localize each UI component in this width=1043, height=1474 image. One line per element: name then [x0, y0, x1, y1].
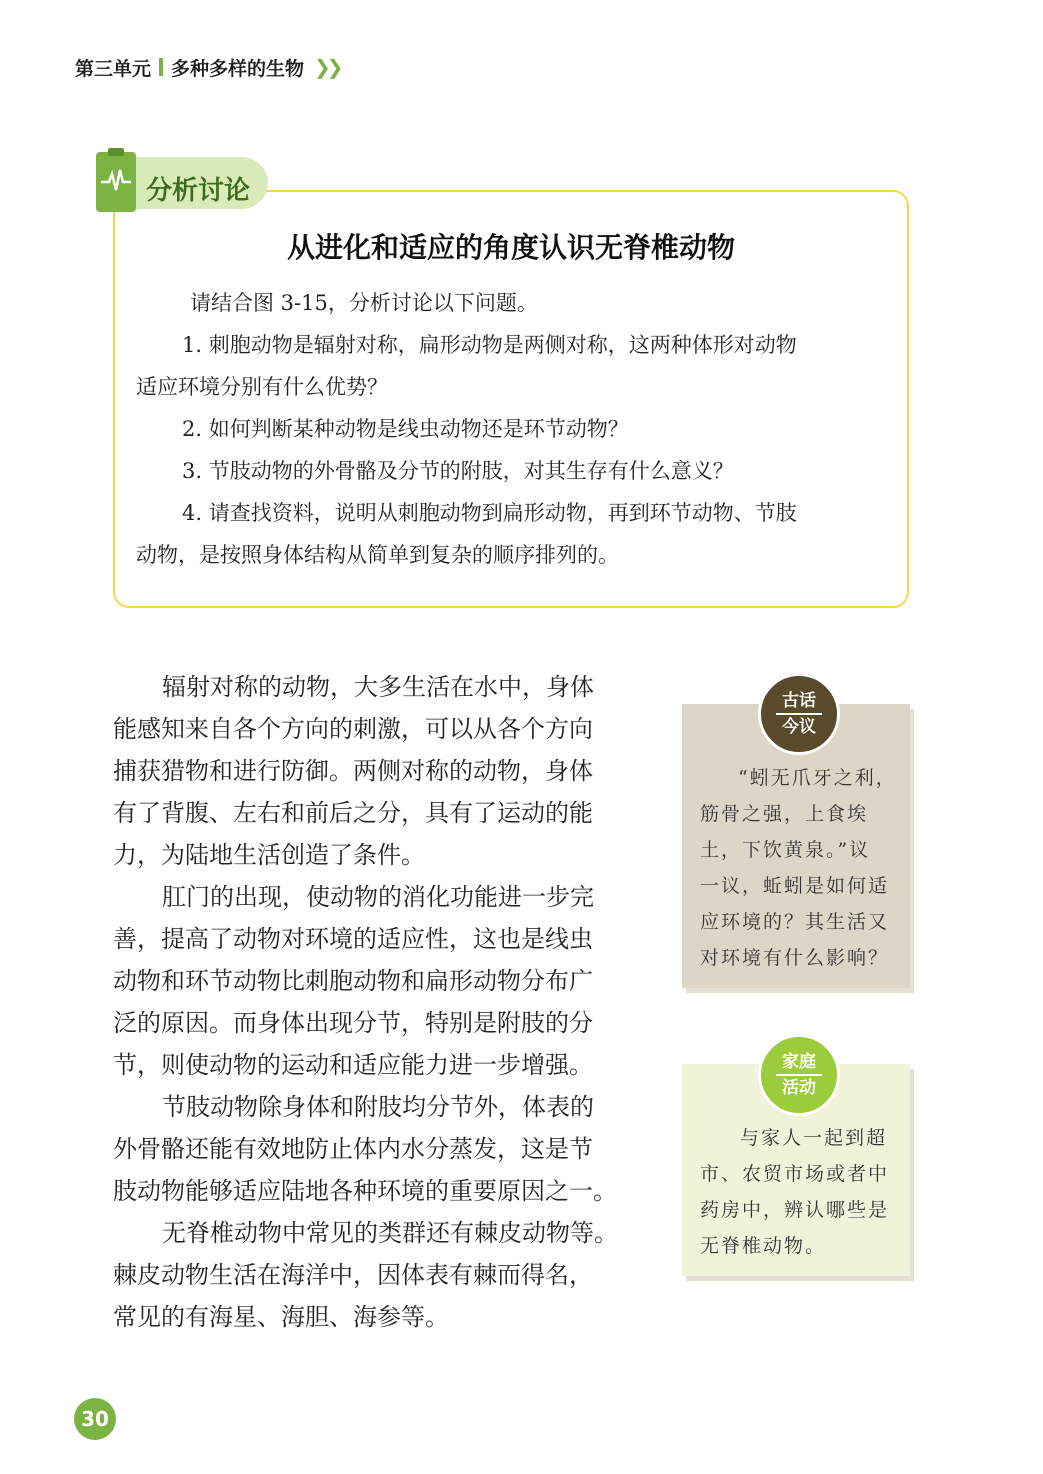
discussion-tab-label: 分析讨论: [146, 176, 251, 206]
discussion-line: 请结合图 3-15，分析讨论以下问题。: [190, 291, 538, 315]
chevron-right-icon: ❯❯: [314, 55, 340, 79]
badge-top-text: 家庭: [782, 1052, 816, 1072]
sidebar-line: 与家人一起到超: [740, 1127, 888, 1149]
paragraph-line: 有了背腹、左右和前后之分，具有了运动的能: [113, 799, 593, 827]
badge-top-text: 古话: [782, 691, 816, 711]
sidebar-line: 一议，蚯蚓是如何适: [700, 875, 890, 897]
paragraph-line: 泛的原因。而身体出现分节，特别是附肢的分: [113, 1009, 593, 1037]
ancient-saying-badge: [758, 673, 840, 755]
page-number: 30: [74, 1398, 116, 1440]
discussion-line: 1. 刺胞动物是辐射对称，扁形动物是两侧对称，这两种体形对动物: [182, 333, 797, 357]
paragraph-line: 捕获猎物和进行防御。两侧对称的动物，身体: [113, 757, 593, 785]
discussion-line: 4. 请查找资料，说明从刺胞动物到扁形动物，再到环节动物、节肢: [182, 501, 797, 525]
paragraph-line: 善，提高了动物对环境的适应性，这也是线虫: [113, 925, 593, 953]
sidebar-line: “蚓无爪牙之利，: [738, 767, 897, 789]
paragraph-line: 无脊椎动物中常见的类群还有棘皮动物等。: [162, 1219, 618, 1247]
paragraph-line: 肢动物能够适应陆地各种环境的重要原因之一。: [113, 1177, 617, 1205]
discussion-line: 适应环境分别有什么优势？: [136, 375, 388, 399]
discussion-line: 3. 节肢动物的外骨骼及分节的附肢，对其生存有什么意义？: [182, 459, 734, 483]
clipboard-pulse-icon: [96, 152, 136, 212]
header-divider: [159, 58, 163, 76]
badge-bottom-text: 活动: [782, 1078, 816, 1098]
paragraph-line: 肛门的出现，使动物的消化功能进一步完: [162, 883, 594, 911]
sidebar-line: 市、农贸市场或者中: [700, 1163, 890, 1185]
paragraph-line: 动物和环节动物比刺胞动物和扁形动物分布广: [113, 967, 593, 995]
sidebar-line: 筋骨之强，上食埃: [700, 803, 869, 825]
badge-bottom-text: 今议: [782, 717, 816, 737]
paragraph-line: 节，则使动物的运动和适应能力进一步增强。: [113, 1051, 593, 1079]
paragraph-line: 力，为陆地生活创造了条件。: [113, 841, 425, 869]
paragraph-line: 常见的有海星、海胆、海参等。: [113, 1303, 449, 1331]
unit-title: 多种多样的生物: [171, 57, 305, 80]
sidebar-line: 药房中，辨认哪些是: [700, 1199, 890, 1221]
page-header: [75, 52, 340, 82]
discussion-line: 2. 如何判断某种动物是线虫动物还是环节动物？: [182, 417, 629, 441]
unit-label: 第三单元: [75, 57, 152, 80]
paragraph-line: 辐射对称的动物，大多生活在水中，身体: [162, 673, 594, 701]
family-activity-badge: [758, 1034, 840, 1116]
sidebar-line: 应环境的？其生活又: [700, 911, 890, 933]
sidebar-line: 无脊椎动物。: [700, 1235, 827, 1257]
discussion-title: 从进化和适应的角度认识无脊椎动物: [286, 231, 735, 264]
paragraph-line: 外骨骼还能有效地防止体内水分蒸发，这是节: [113, 1135, 593, 1163]
paragraph-line: 棘皮动物生活在海洋中，因体表有棘而得名，: [113, 1261, 593, 1289]
sidebar-line: 对环境有什么影响？: [700, 947, 890, 969]
sidebar-line: 土，下饮黄泉。”议: [700, 839, 871, 861]
paragraph-line: 能感知来自各个方向的刺激，可以从各个方向: [113, 715, 593, 743]
discussion-line: 动物，是按照身体结构从简单到复杂的顺序排列的。: [136, 543, 619, 567]
paragraph-line: 节肢动物除身体和附肢均分节外，体表的: [162, 1093, 594, 1121]
